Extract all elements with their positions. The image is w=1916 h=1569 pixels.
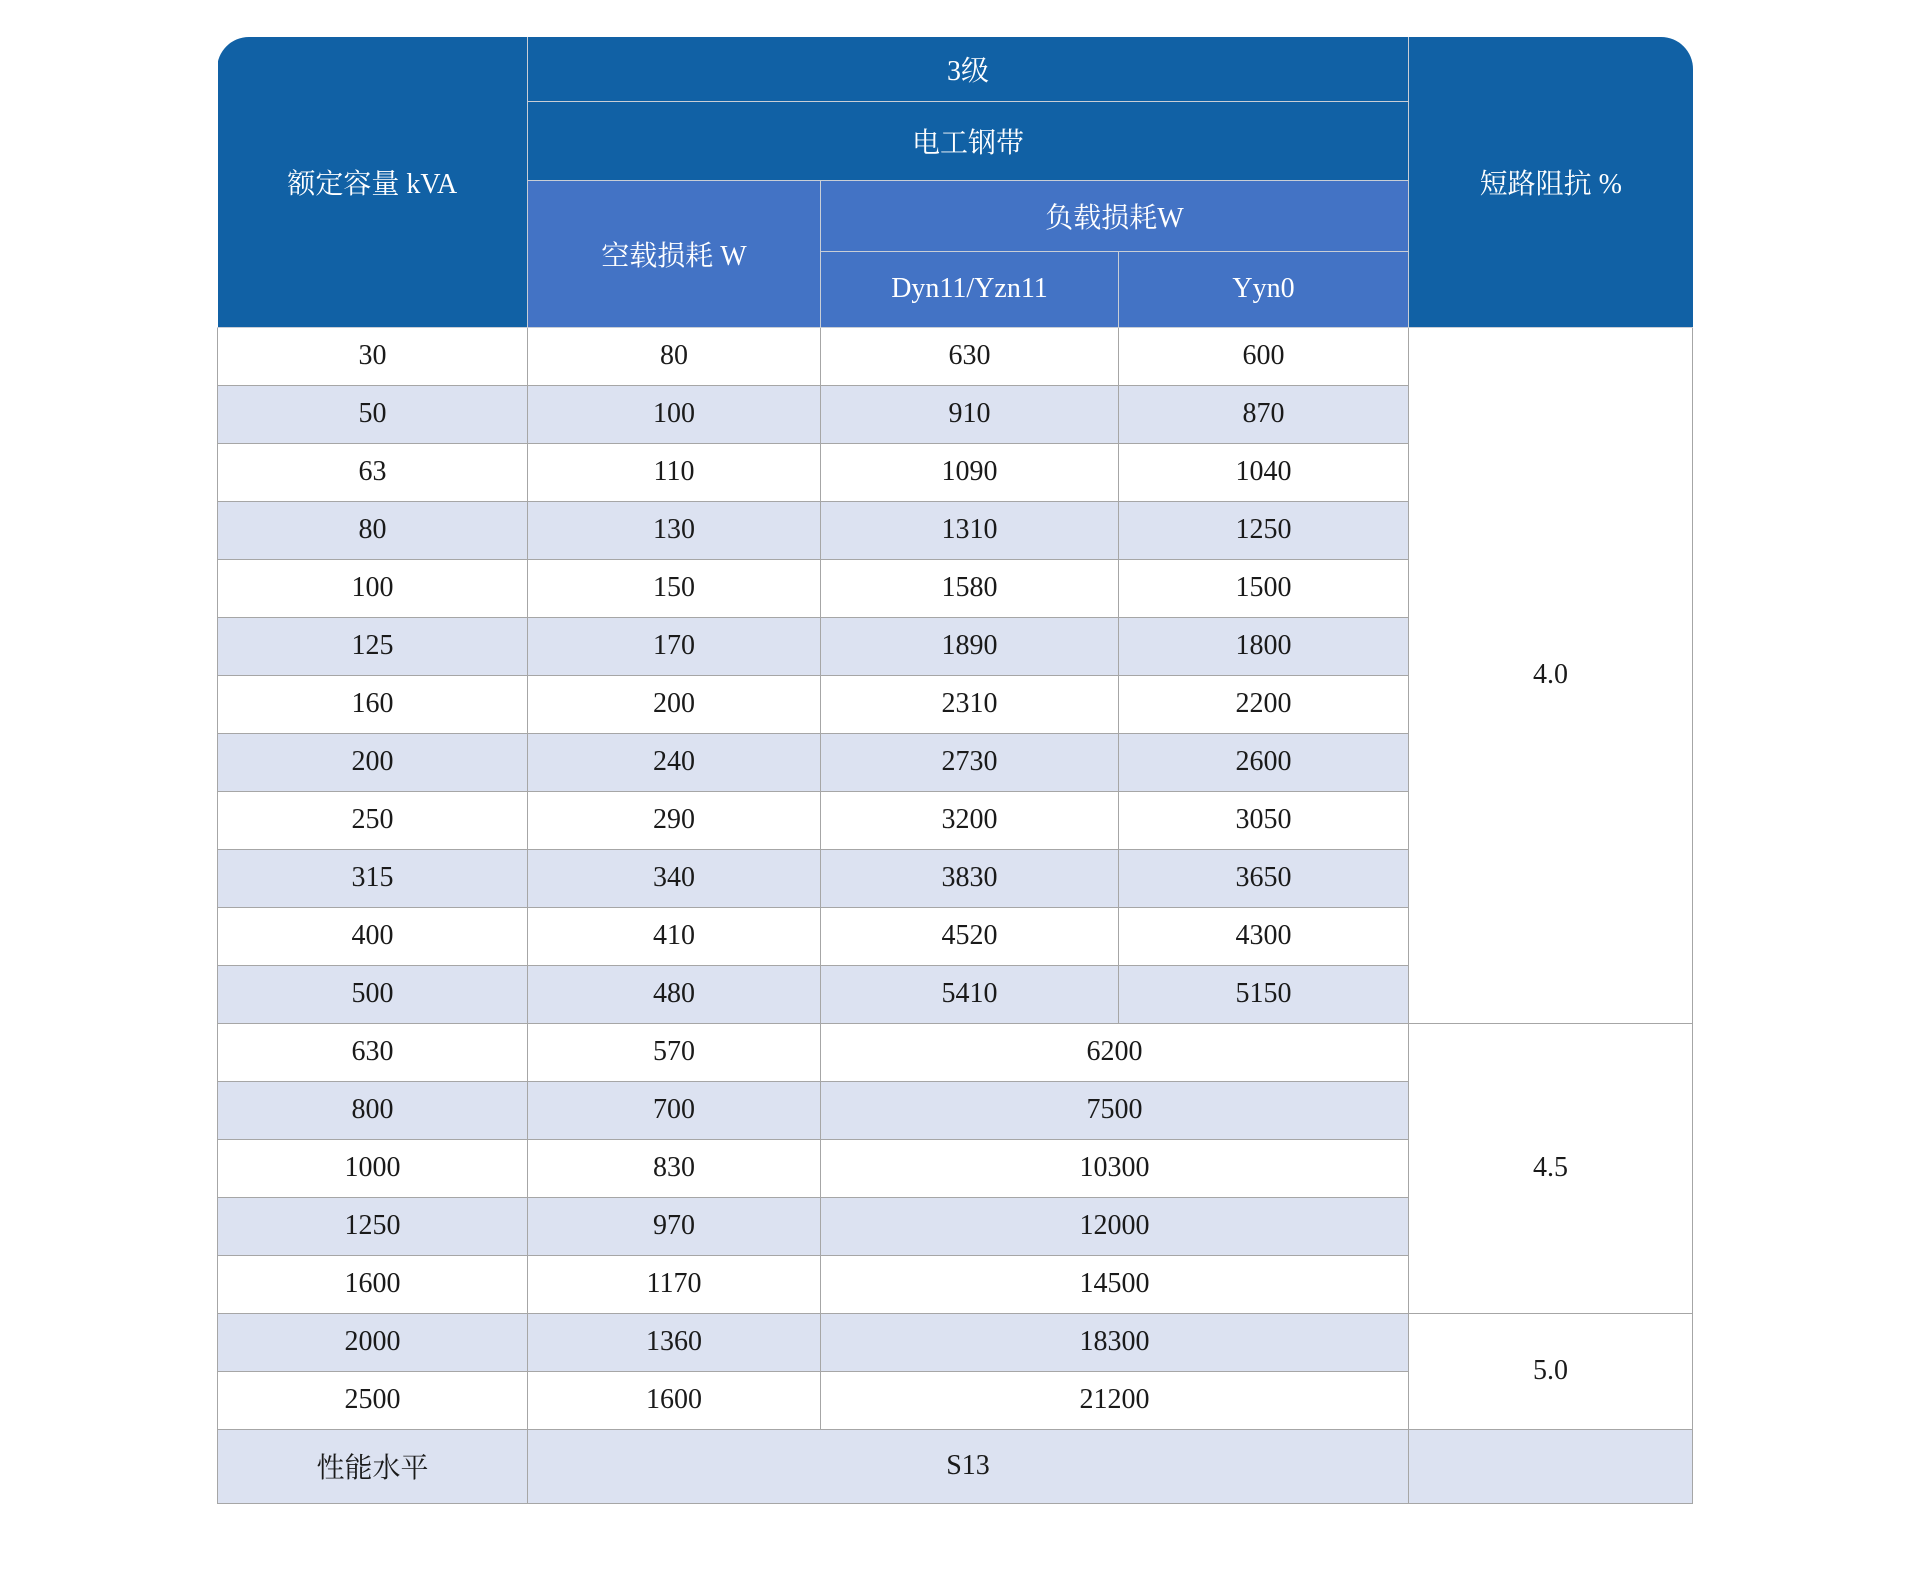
col-header-level: 3级 [528,37,1409,101]
capacity-cell: 500 [218,965,528,1023]
no-load-loss-cell: 410 [528,907,821,965]
impedance-cell: 4.0 [1409,327,1693,1023]
table-header [218,37,1693,327]
spec-table [217,37,1693,1504]
capacity-cell: 800 [218,1081,528,1139]
no-load-loss-cell: 80 [528,327,821,385]
load-loss-merged-cell: 12000 [821,1197,1409,1255]
capacity-cell: 1250 [218,1197,528,1255]
load-loss-merged-cell: 10300 [821,1139,1409,1197]
load-loss-dyn11-cell: 3830 [821,849,1119,907]
no-load-loss-cell: 340 [528,849,821,907]
col-header-steel-strip: 电工钢带 [528,101,1409,180]
load-loss-dyn11-cell: 1890 [821,617,1119,675]
col-header-no-load-loss: 空载损耗 W [528,180,821,327]
load-loss-dyn11-cell: 630 [821,327,1119,385]
load-loss-dyn11-cell: 1090 [821,443,1119,501]
capacity-cell: 63 [218,443,528,501]
no-load-loss-cell: 480 [528,965,821,1023]
no-load-loss-cell: 200 [528,675,821,733]
load-loss-dyn11-cell: 910 [821,385,1119,443]
transformer-spec-table [217,37,1693,1504]
no-load-loss-cell: 110 [528,443,821,501]
capacity-cell: 1600 [218,1255,528,1313]
col-header-load-loss: 负载损耗W [821,180,1409,251]
load-loss-merged-cell: 6200 [821,1023,1409,1081]
capacity-cell: 100 [218,559,528,617]
capacity-cell: 200 [218,733,528,791]
load-loss-yyn0-cell: 870 [1119,385,1409,443]
table-footer [218,1429,1693,1503]
footer-row [218,1429,1693,1503]
load-loss-yyn0-cell: 4300 [1119,907,1409,965]
capacity-cell: 125 [218,617,528,675]
load-loss-yyn0-cell: 2200 [1119,675,1409,733]
no-load-loss-cell: 1360 [528,1313,821,1371]
load-loss-dyn11-cell: 2730 [821,733,1119,791]
capacity-cell: 50 [218,385,528,443]
impedance-cell: 4.5 [1409,1023,1693,1313]
performance-level-value: S13 [528,1429,1409,1503]
load-loss-yyn0-cell: 5150 [1119,965,1409,1023]
capacity-cell: 315 [218,849,528,907]
footer-impedance-cell [1409,1429,1693,1503]
capacity-cell: 2000 [218,1313,528,1371]
table-row [218,1313,1693,1371]
load-loss-yyn0-cell: 1800 [1119,617,1409,675]
no-load-loss-cell: 830 [528,1139,821,1197]
no-load-loss-cell: 970 [528,1197,821,1255]
load-loss-yyn0-cell: 1500 [1119,559,1409,617]
no-load-loss-cell: 170 [528,617,821,675]
capacity-cell: 250 [218,791,528,849]
no-load-loss-cell: 570 [528,1023,821,1081]
load-loss-merged-cell: 14500 [821,1255,1409,1313]
table-row [218,327,1693,385]
load-loss-dyn11-cell: 1580 [821,559,1119,617]
load-loss-dyn11-cell: 1310 [821,501,1119,559]
no-load-loss-cell: 130 [528,501,821,559]
no-load-loss-cell: 1600 [528,1371,821,1429]
no-load-loss-cell: 700 [528,1081,821,1139]
col-header-rated-capacity: 额定容量 kVA [218,37,528,327]
capacity-cell: 30 [218,327,528,385]
load-loss-merged-cell: 7500 [821,1081,1409,1139]
capacity-cell: 2500 [218,1371,528,1429]
col-header-dyn11: Dyn11/Yzn11 [821,251,1119,327]
load-loss-merged-cell: 18300 [821,1313,1409,1371]
load-loss-yyn0-cell: 2600 [1119,733,1409,791]
table-row [218,1023,1693,1081]
load-loss-dyn11-cell: 4520 [821,907,1119,965]
no-load-loss-cell: 1170 [528,1255,821,1313]
load-loss-dyn11-cell: 3200 [821,791,1119,849]
load-loss-merged-cell: 21200 [821,1371,1409,1429]
load-loss-yyn0-cell: 3650 [1119,849,1409,907]
performance-level-label: 性能水平 [218,1429,528,1503]
no-load-loss-cell: 290 [528,791,821,849]
table-body [218,327,1693,1429]
capacity-cell: 1000 [218,1139,528,1197]
load-loss-yyn0-cell: 600 [1119,327,1409,385]
no-load-loss-cell: 100 [528,385,821,443]
no-load-loss-cell: 240 [528,733,821,791]
load-loss-dyn11-cell: 2310 [821,675,1119,733]
col-header-yyn0: Yyn0 [1119,251,1409,327]
load-loss-yyn0-cell: 3050 [1119,791,1409,849]
header-row-level [218,37,1693,101]
load-loss-yyn0-cell: 1040 [1119,443,1409,501]
capacity-cell: 80 [218,501,528,559]
impedance-cell: 5.0 [1409,1313,1693,1429]
capacity-cell: 160 [218,675,528,733]
capacity-cell: 400 [218,907,528,965]
load-loss-yyn0-cell: 1250 [1119,501,1409,559]
capacity-cell: 630 [218,1023,528,1081]
col-header-impedance: 短路阻抗 % [1409,37,1693,327]
no-load-loss-cell: 150 [528,559,821,617]
load-loss-dyn11-cell: 5410 [821,965,1119,1023]
